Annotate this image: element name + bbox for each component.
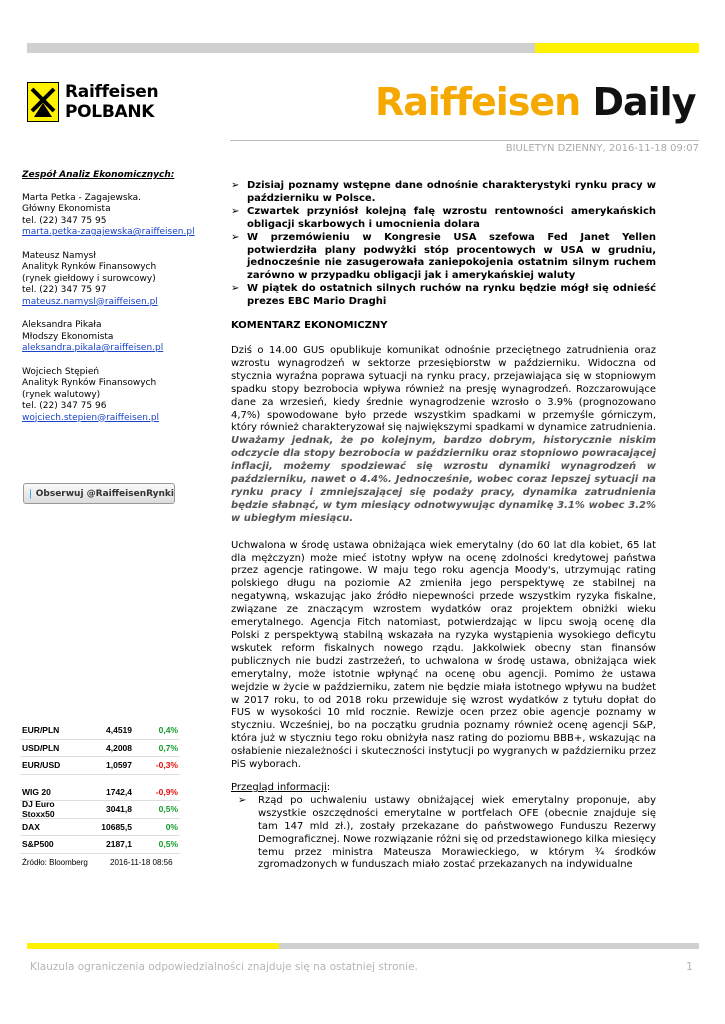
- twitter-bird-icon: [30, 489, 31, 499]
- main-content: [231, 180, 656, 872]
- table-row: [20, 801, 180, 819]
- quote-name: S&P500: [22, 839, 54, 850]
- quote-name: USD/PLN: [22, 742, 60, 753]
- logo-text-raiffeisen: Raiffeisen: [65, 82, 159, 102]
- contact-email-link[interactable]: marta.petka-zagajewska@raiffeisen.pl: [22, 227, 195, 237]
- review-list: [231, 795, 656, 872]
- quote-value: 3041,8: [106, 804, 132, 815]
- contact-phone: tel. (22) 347 75 95: [22, 215, 107, 226]
- logo-text-polbank: POLBANK: [65, 102, 155, 122]
- section-title: KOMENTARZ EKONOMICZNY: [231, 320, 388, 332]
- table-row: [20, 722, 180, 740]
- commentary-emphasis: Uważamy jednak, że po kolejnym, bardzo dobrym, historycznie niskim odczycie dla stopy bezrobocia w październiku oraz stopniowo powracającej inflacji, możemy spodziewać się wzrostu dynamiki wynagrodzeń w październiku, nawet o 4.4%. Jednocześnie, wobec coraz lepszej sytuacji na rynku pracy i zmniejszającej się podaży pracy, dynamika zatrudnienia będzie słabnąć, w tym miesiący odnotwywując dynamikę 3.1% wobec 3.2% w ubiegłym miesiącu.: [231, 435, 656, 524]
- headline-bullets: [231, 180, 656, 309]
- headline-bullet: ➢ Czwartek przyniósł kolejną falę wzrostu rentowności amerykańskich obligacji skarbowych i umocnienia dolara: [231, 206, 656, 232]
- quote-change: -0,3%: [155, 760, 178, 771]
- quote-change: 0%: [165, 821, 178, 832]
- quote-change: 0,4%: [158, 725, 178, 736]
- quote-name: EUR/USD: [22, 760, 61, 771]
- contact-role: Główny Ekonomista: [22, 204, 111, 214]
- quote-value: 4,2008: [106, 742, 132, 753]
- title-raiffeisen: Raiffeisen: [375, 80, 581, 124]
- source-label: Źródło: Bloomberg: [22, 857, 88, 867]
- quote-value: 2187,1: [106, 839, 132, 850]
- headline-bullet: ➢ Dzisiaj poznamy wstępne dane odnośnie charakterystyki rynku pracy w październiku w Polsce.: [231, 180, 656, 206]
- contact-phone: tel. (22) 347 75 96: [22, 401, 107, 411]
- table-row: [20, 819, 180, 837]
- commentary-paragraph: [231, 345, 656, 526]
- quote-value: 10685,5: [101, 821, 132, 832]
- quote-name: EUR/PLN: [22, 725, 60, 736]
- review-heading: [231, 782, 656, 795]
- twitter-follow-button[interactable]: [23, 483, 175, 504]
- contact-card: [22, 367, 207, 425]
- headline-bullet: ➢ W piątek do ostatnich silnych ruchów na rynku będzie mógł się odnieść prezes EBC Mario Draghi: [231, 283, 656, 309]
- table-row: [20, 740, 180, 758]
- contact-card: [22, 251, 207, 309]
- contact-email-link[interactable]: wojciech.stepien@raiffeisen.pl: [22, 412, 160, 423]
- team-sidebar: [22, 170, 207, 436]
- contact-role: Analityk Rynków Finansowych: [22, 262, 157, 272]
- quote-name: DJ Euro Stoxx50: [22, 799, 55, 820]
- team-title: Zespół Analiz Ekonomicznych:: [22, 170, 175, 180]
- raiffeisen-logo-icon: [27, 82, 59, 122]
- headline-bullet: ➢ W przemówieniu w Kongresie USA szefowa Fed Janet Yellen potwierdziła plany podwyżki stóp procentowych w USA w grudniu, jednocześnie nie zasugerowała zaniepokojenia ostatnim silnym ruchem zarówno w przypadku obligacji jak i amerykańskiej waluty: [231, 232, 656, 284]
- contact-phone: tel. (22) 347 75 97: [22, 285, 107, 295]
- table-row: [20, 836, 180, 854]
- table-gap: [20, 775, 180, 784]
- contact-name: Aleksandra Pikała: [22, 320, 102, 330]
- market-quotes-table: [20, 722, 180, 871]
- quote-source: [20, 854, 180, 871]
- contact-role: Analityk Rynków Finansowych: [22, 378, 157, 388]
- contact-role: (rynek walutowy): [22, 389, 101, 400]
- footer-disclaimer: Klauzula ograniczenia odpowiedzialności znajduje się na ostatniej stronie.: [30, 961, 418, 973]
- bulletin-date: BIULETYN DZIENNY, 2016-11-18 09:07: [505, 143, 699, 154]
- quote-change: 0,5%: [158, 839, 178, 850]
- contact-name: Marta Petka - Zagajewska.: [22, 192, 142, 203]
- quote-value: 1742,4: [106, 786, 132, 797]
- twitter-follow-label: Obserwuj @RaiffeisenRynki: [35, 488, 174, 499]
- table-row: [20, 757, 180, 775]
- contact-role: (rynek giełdowy i surowcowy): [22, 273, 156, 284]
- quote-change: 0,7%: [158, 742, 178, 753]
- review-colon: :: [326, 781, 331, 793]
- page-title: [375, 80, 695, 124]
- raiffeisen-polbank-logo: [27, 82, 187, 122]
- contact-name: Wojciech Stępień: [22, 366, 100, 377]
- contact-name: Mateusz Namysł: [22, 250, 96, 261]
- contact-email-link[interactable]: aleksandra.pikala@raiffeisen.pl: [22, 343, 164, 353]
- quote-value: 1,0597: [106, 760, 132, 771]
- contact-email-link[interactable]: mateusz.namysl@raiffeisen.pl: [22, 296, 158, 307]
- footer-accent: [27, 943, 279, 949]
- commentary-text: Dziś o 14.00 GUS opublikuje komunikat odnośnie przeciętnego zatrudnienia oraz wzrostu wynagrodzeń w sektorze przesiębiorstw w październiku. Widoczna od stycznia wyraźna poprawa sytuacji na rynku pracy, przejawiająca się w stopniowym spadku stopy bezrobocia wpływa również na presję wynagrodzeń. Rozczarowujące dane za wrzesień, kiedy średnie wynagrodzenie wzrosło o 3.9% (prognozowano 4,7%) spowodowane było przede wszystkim spadkami w przemyśle górniczym, który również charakteryzował się największymi spadkami w dynamice zatrudnienia.: [231, 344, 656, 434]
- contact-card: [22, 320, 207, 355]
- review-title: Przegląd informacji: [231, 781, 327, 793]
- quote-value: 4,4519: [106, 725, 132, 736]
- review-item: ➢ Rząd po uchwaleniu ustawy obniżającej wiek emerytalny proponuje, aby wszystkie oszczędności emerytalne w portfelach OFE (obecnie znajduje się tam 147 mld zł.), zostały przekazane do państwowego Funduszu Rezerwy Demograficznej. Nowe rozwiązanie różni się od przedstawionego kilka miesięcy temu przez ministra Mateusza Morawieckiego, w którym ¾ środków zgromadzonych w funduszach miało zostać przekazanych na indywidualne: [238, 795, 656, 872]
- rating-paragraph: Uchwalona w środę ustawa obniżająca wiek emerytalny (do 60 lat dla kobiet, 65 lat dla mężczyzn) może mieć istotny wpływ na ocenę zdolności kredytowej państwa przez agencje ratingowe. W maju tego roku agencja Moody's, utrzymując rating polskiego długu na poziomie A2 zmieniła jego perspektywę ze stabilnej na negatywną, wskazując jako źródło niepewności przede wszystkim ryzyka fiskalne, związane ze znaczącym wzrostem wydatków oraz projektem obniżki wieku emerytalnego. Agencja Fitch natomiast, potwierdzając w lipcu swoją ocenę dla Polski z perspektywą stabilną wskazała na ryzyka wystąpienia wysokiego deficytu wskutek reform fiskalnych nowego rządu. Jakkolwiek obecny stan finansów publicznych nie budzi zastrzeżeń, to uchwalona w środę ustawa, obniżająca wiek emerytalny, może istotnie wpłynąć na ocenę obu agencji. Pomimo że ustawa wejdzie w życie w październiku, zatem nie będzie miała istotnego wpływu na budżet w 2017 roku, to od 2018 roku przewiduje się wzrost wydatków z tytułu dopłat do FUS w wysokości 10 mld rocznie. Rewizje ocen przez obie agencje poznamy w styczniu. Wcześniej, bo na początku grudnia poznamy również ocenę agencji S&P, która już w styczniu tego roku obniżyła nasz rating do poziomu BBB+, wskazując na osłabienie niezależności i skuteczności instytucji po wygranych w październiku przez PiS wyborach.: [231, 539, 656, 771]
- quote-name: WIG 20: [22, 786, 51, 797]
- quote-change: 0,5%: [158, 804, 178, 815]
- contact-card: [22, 193, 207, 239]
- source-time: 2016-11-18 08:56: [110, 857, 173, 867]
- page-number: 1: [686, 960, 693, 973]
- date-divider: [230, 140, 699, 141]
- quote-change: -0,9%: [155, 786, 178, 797]
- quote-name: DAX: [22, 821, 40, 832]
- header-accent: [535, 43, 699, 53]
- title-daily: Daily: [592, 80, 696, 124]
- contact-role: Młodszy Ekonomista: [22, 331, 114, 342]
